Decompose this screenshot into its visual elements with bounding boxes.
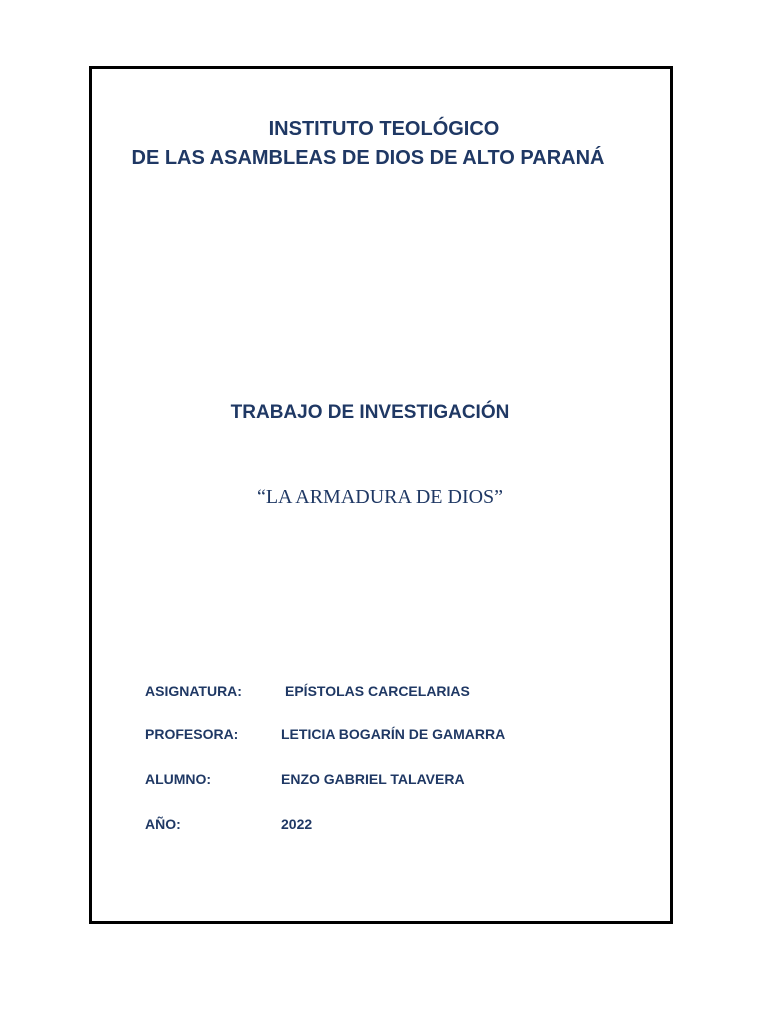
detail-value: LETICIA BOGARÍN DE GAMARRA bbox=[281, 726, 506, 742]
document-title: “LA ARMADURA DE DIOS” bbox=[256, 486, 504, 508]
detail-label: AÑO: bbox=[145, 816, 181, 832]
detail-value: ENZO GABRIEL TALAVERA bbox=[281, 771, 465, 787]
institution-name-line-2: DE LAS ASAMBLEAS DE DIOS DE ALTO PARANÁ bbox=[131, 147, 605, 169]
institution-name-line-1: INSTITUTO TEOLÓGICO bbox=[268, 118, 500, 140]
detail-label: ALUMNO: bbox=[145, 771, 212, 787]
detail-value: EPÍSTOLAS CARCELARIAS bbox=[285, 683, 470, 699]
detail-label: ASIGNATURA: bbox=[145, 683, 242, 699]
detail-label: PROFESORA: bbox=[145, 726, 239, 742]
detail-value: 2022 bbox=[281, 816, 313, 832]
document-type-heading: TRABAJO DE INVESTIGACIÓN bbox=[230, 402, 510, 423]
